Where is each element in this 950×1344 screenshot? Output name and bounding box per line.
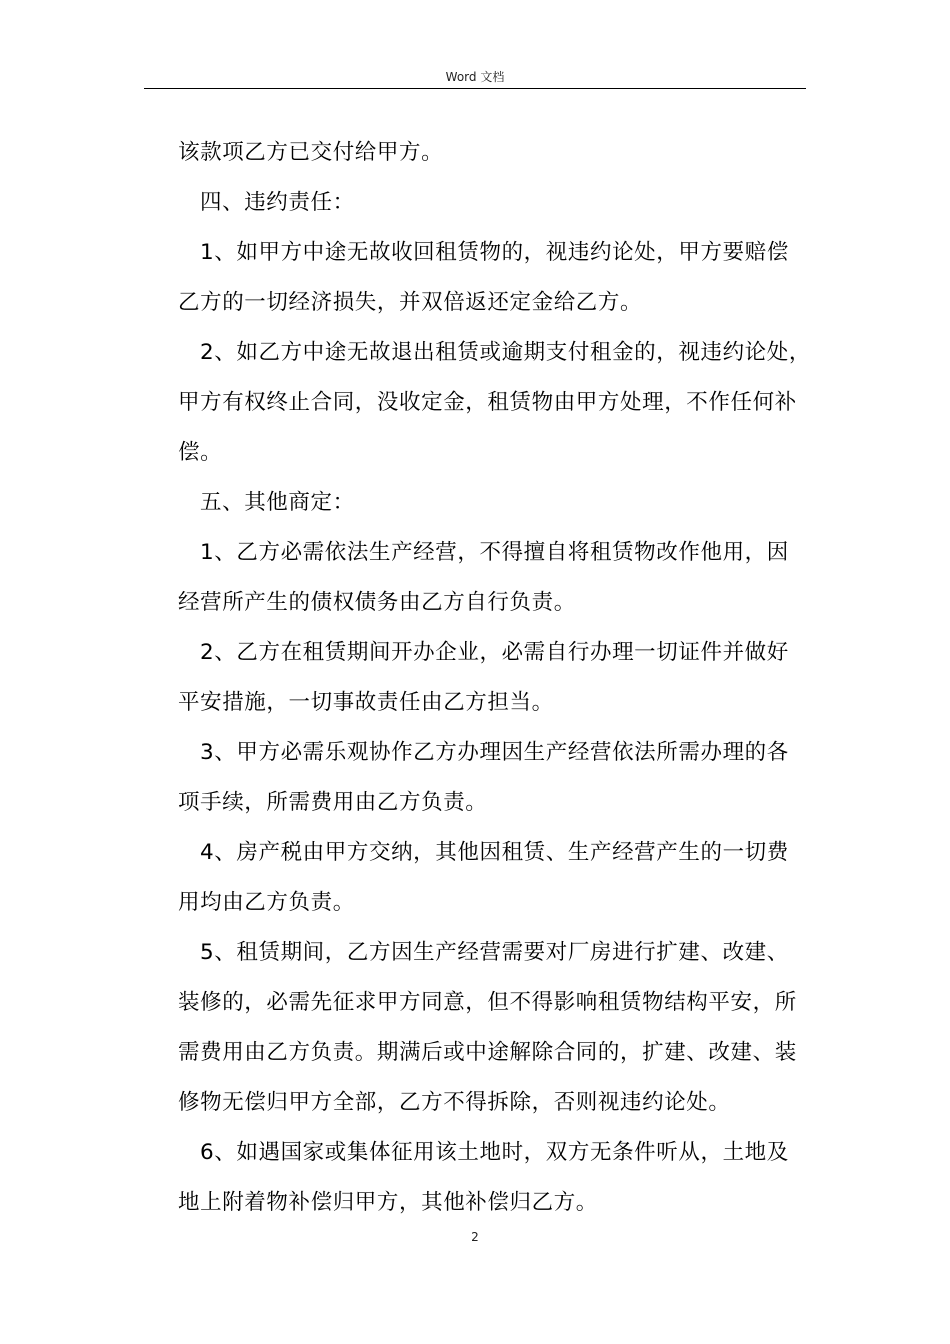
document-body: [178, 128, 811, 1228]
text-line: 装修的，必需先征求甲方同意，但不得影响租赁物结构平安，所: [178, 990, 797, 1015]
text-line: 修物无偿归甲方全部，乙方不得拆除，否则视违约论处。: [178, 1090, 731, 1115]
text-line: 3、甲方必需乐观协作乙方办理因生产经营依法所需办理的各: [200, 740, 789, 765]
text-line: 1、如甲方中途无故收回租赁物的，视违约论处，甲方要赔偿: [200, 240, 789, 265]
section-heading: 五、其他商定：: [200, 490, 355, 515]
text-line: 需费用由乙方负责。期满后或中途解除合同的，扩建、改建、装: [178, 1040, 797, 1065]
section-heading: 四、违约责任：: [200, 190, 355, 215]
page-header: [144, 66, 806, 89]
text-line: 用均由乙方负责。: [178, 890, 355, 915]
text-line: 2、如乙方中途无故退出租赁或逾期支付租金的，视违约论处，: [200, 340, 811, 365]
text-line: 4、房产税由甲方交纳，其他因租赁、生产经营产生的一切费: [200, 840, 789, 865]
page-number: 2: [471, 1230, 479, 1244]
text-line: 该款项乙方已交付给甲方。: [178, 140, 444, 165]
text-line: 项手续，所需费用由乙方负责。: [178, 790, 488, 815]
header-title: Word 文档: [445, 70, 505, 84]
text-line: 5、租赁期间，乙方因生产经营需要对厂房进行扩建、改建、: [200, 940, 789, 965]
text-line: 1、乙方必需依法生产经营，不得擅自将租赁物改作他用，因: [200, 540, 789, 565]
text-line: 地上附着物补偿归甲方，其他补偿归乙方。: [178, 1190, 598, 1215]
text-line: 经营所产生的债权债务由乙方自行负责。: [178, 590, 576, 615]
text-line: 偿。: [178, 440, 223, 465]
text-line: 平安措施，一切事故责任由乙方担当。: [178, 690, 554, 715]
text-line: 2、乙方在租赁期间开办企业，必需自行办理一切证件并做好: [200, 640, 789, 665]
text-line: 甲方有权终止合同，没收定金，租赁物由甲方处理，不作任何补: [178, 390, 797, 415]
text-line: 6、如遇国家或集体征用该土地时，双方无条件听从，土地及: [200, 1140, 789, 1165]
text-line: 乙方的一切经济损失，并双倍返还定金给乙方。: [178, 290, 643, 315]
